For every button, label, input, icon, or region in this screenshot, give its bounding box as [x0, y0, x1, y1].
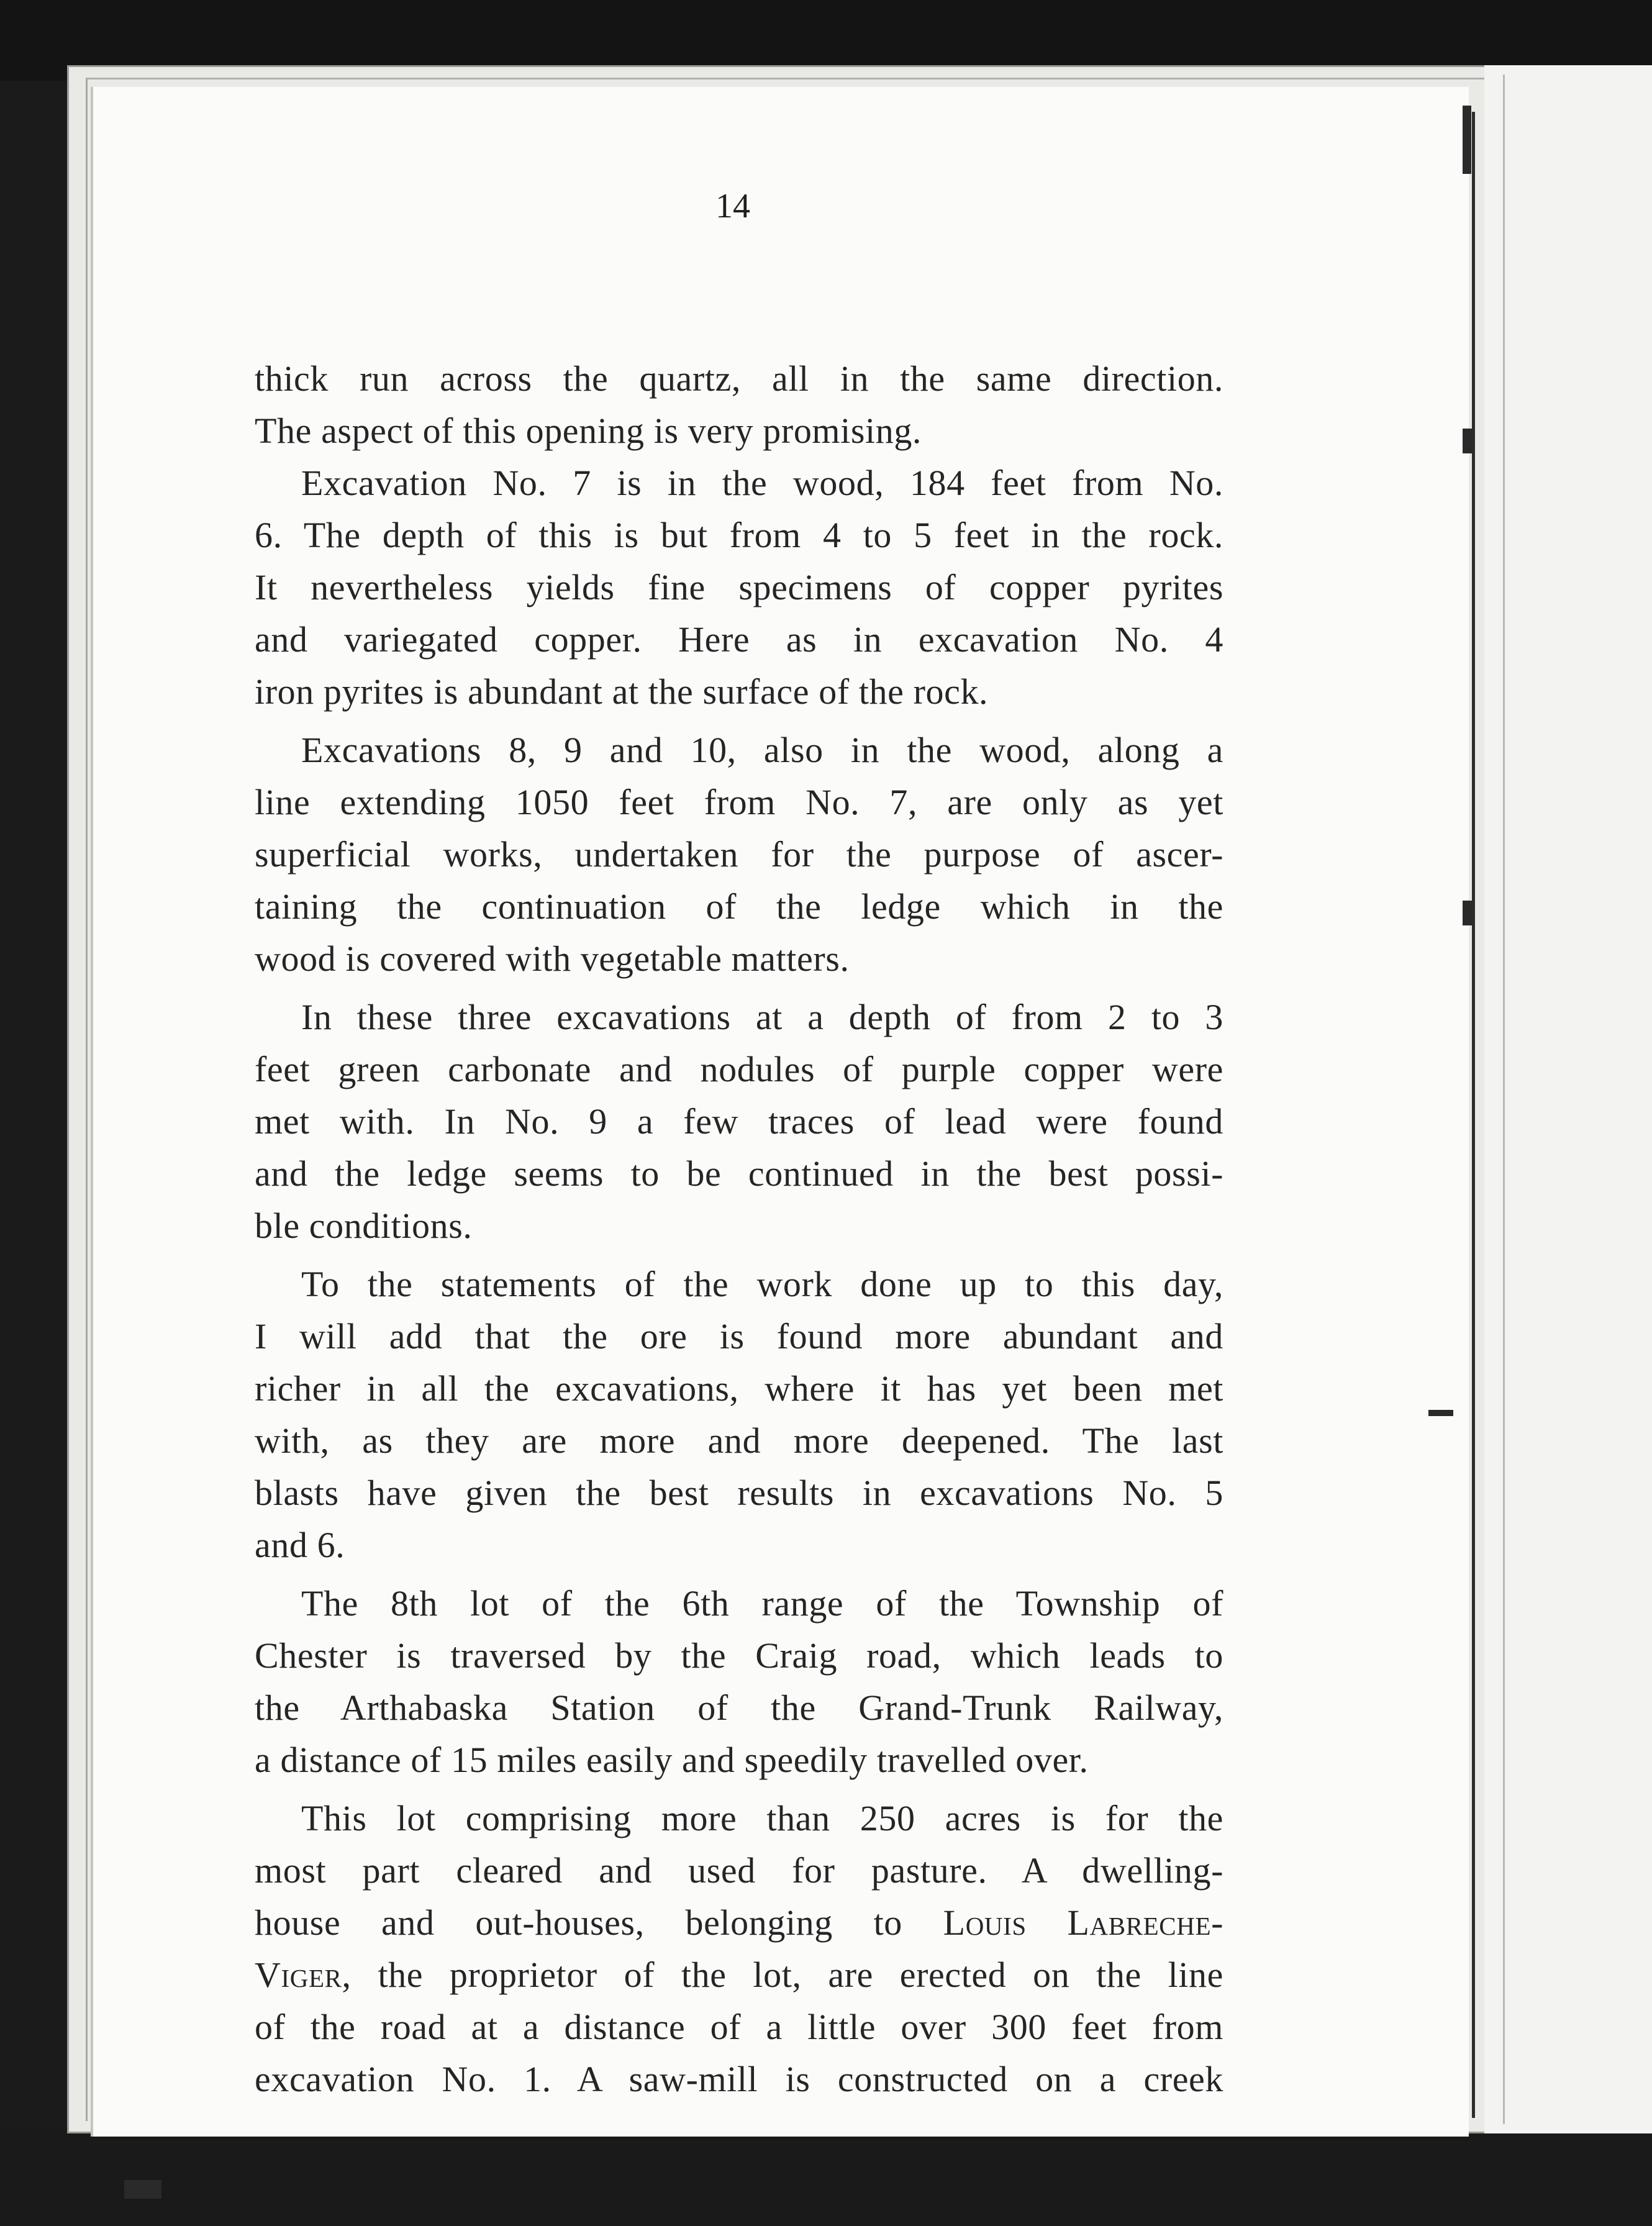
- text-segment: , the proprietor of the lot, are erected on the line: [342, 1955, 1223, 1995]
- edge-mark: [124, 2180, 161, 2199]
- page-number: 14: [715, 187, 750, 225]
- text-line: a distance of 15 miles easily and speedily travelled over.: [255, 1740, 1089, 1780]
- text-line: I will add that the ore is found more abundant and: [255, 1316, 1223, 1356]
- text-line: Chester is traversed by the Craig road, which leads to: [255, 1635, 1223, 1676]
- text-line: blasts have given the best results in excavations No. 5: [255, 1473, 1223, 1513]
- text-line: In these three excavations at a depth of from 2 to 3: [301, 997, 1223, 1037]
- text-line: wood is covered with vegetable matters.: [255, 938, 850, 979]
- facing-page-edge: [1503, 75, 1505, 2124]
- text-line: thick run across the quartz, all in the same direction.: [255, 358, 1223, 399]
- text-line: excavation No. 1. A saw-mill is constructed on a creek: [255, 2059, 1223, 2099]
- page-edge-rule: [1472, 112, 1475, 2118]
- scan-background-bottom: [0, 2130, 1652, 2226]
- text-line: richer in all the excavations, where it has yet been met: [255, 1368, 1223, 1409]
- text-line: the Arthabaska Station of the Grand-Trunk Railway,: [255, 1688, 1223, 1728]
- text-line: most part cleared and used for pasture. A dwelling-: [255, 1850, 1223, 1891]
- text-line: superficial works, undertaken for the purpose of ascer-: [255, 834, 1223, 874]
- proprietor-name-cont: Viger: [255, 1955, 342, 1995]
- text-segment: house and out-houses, belonging to: [255, 1902, 902, 1943]
- text-line: ble conditions.: [255, 1206, 473, 1246]
- edge-mark: [1463, 106, 1471, 174]
- text-line: taining the continuation of the ledge which in the: [255, 886, 1223, 927]
- proprietor-name: Louis Labreche-: [943, 1902, 1224, 1943]
- text-line: and 6.: [255, 1525, 345, 1565]
- text-line: It nevertheless yields fine specimens of copper pyrites: [255, 567, 1223, 607]
- text-line: of the road at a distance of a little over 300 feet from: [255, 2007, 1223, 2047]
- facing-page-margin: [1484, 65, 1652, 2133]
- text-line: met with. In No. 9 a few traces of lead were found: [255, 1101, 1223, 1142]
- text-line: Excavation No. 7 is in the wood, 184 feet from No.: [301, 463, 1223, 503]
- text-line: and variegated copper. Here as in excavation No. 4: [255, 619, 1223, 660]
- text-line: iron pyrites is abundant at the surface of the rock.: [255, 671, 989, 712]
- text-line: The aspect of this opening is very promising.: [255, 411, 922, 451]
- text-line: To the statements of the work done up to this day,: [301, 1264, 1223, 1304]
- text-line: 6. The depth of this is but from 4 to 5 feet in the rock.: [255, 515, 1223, 555]
- body-text: [255, 353, 1223, 2106]
- text-line: feet green carbonate and nodules of purple copper were: [255, 1049, 1223, 1089]
- text-line: line extending 1050 feet from No. 7, are only as yet: [255, 782, 1223, 822]
- text-line: [255, 1897, 1223, 1949]
- text-line: This lot comprising more than 250 acres is for the: [301, 1798, 1223, 1838]
- edge-mark: [1463, 901, 1473, 925]
- edge-mark: [1463, 429, 1473, 453]
- text-line: The 8th lot of the 6th range of the Township of: [301, 1583, 1223, 1624]
- text-line: [255, 1949, 1223, 2001]
- edge-mark: [1428, 1410, 1453, 1416]
- text-line: Excavations 8, 9 and 10, also in the wood, along a: [301, 730, 1223, 770]
- text-line: with, as they are more and more deepened. The last: [255, 1420, 1223, 1461]
- text-line: and the ledge seems to be continued in the best possi-: [255, 1153, 1223, 1194]
